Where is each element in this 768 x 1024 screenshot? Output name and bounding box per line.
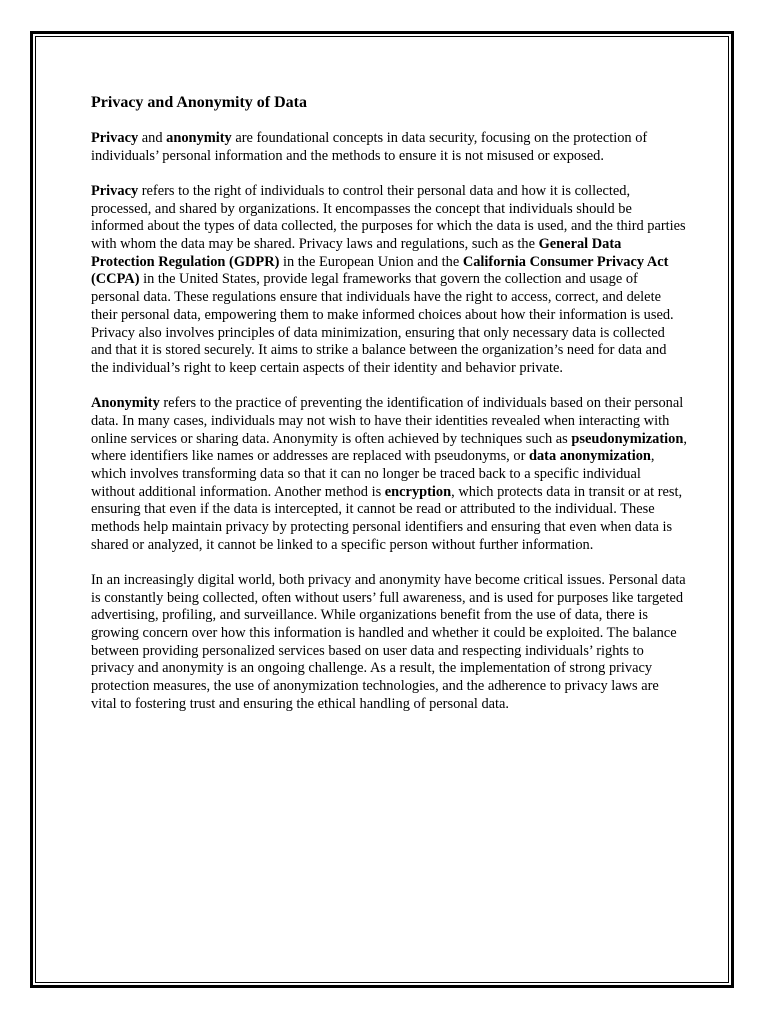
document-body — [91, 93, 687, 731]
bold-term: encryption — [384, 483, 452, 500]
text-run: in the European Union and the — [279, 253, 463, 270]
text-run: , which protects data in transit or at rest, ensuring that even if the data is intercepted, it cannot be read or attributed to the individual. These methods help maintain privacy by protecting personal identifiers and ensuring that even when data is shared or analyzed, it cannot be linked to a specific person without further information. — [91, 483, 683, 553]
bold-term: pseudonymization — [571, 430, 684, 447]
text-run: and — [138, 130, 167, 146]
text-run: refers to the right of individuals to control their personal data and how it is collected, processed, and shared by organizations. It encompasses the concept that individuals should be informed about the types of data collected, the purposes for which the data is used, and the third parties with whom the data may be shared. Privacy laws and regulations, such as the — [91, 182, 686, 253]
document-title: Privacy and Anonymity of Data — [91, 94, 307, 111]
text-run: in the United States, provide legal frameworks that govern the collection and usage of personal data. These regulations ensure that individuals have the right to access, correct, and delete their personal data, empowering them to make informed choices about how their information is used. Privacy also involves principles of data minimization, ensuring that only necessary data is collected and that it is stored securely. It aims to strike a balance between the organization’s need for data and the individual’s right to keep certain aspects of their identity and behavior private. — [91, 271, 674, 376]
text-run: , which involves transforming data so that it can no longer be traced back to a specific individual without additional information. Another method is — [91, 448, 655, 500]
bold-term: General Data Protection Regulation (GDPR) — [91, 236, 622, 270]
bold-term: data anonymization — [528, 448, 651, 465]
text-run: In an increasingly digital world, both privacy and anonymity have become critical issues. Personal data is constantly being collected, often without users’ full awareness, and is used for purposes like targeted advertising, profiling, and surveillance. While organizations benefit from the use of data, there is growing concern over how this information is handled and whether it could be exploited. The balance between providing personalized services based on user data and respecting individuals’ rights to privacy and anonymity is an ongoing challenge. As a result, the implementation of strong privacy protection measures, the use of anonymization technologies, and the adherence to privacy laws are vital to fostering trust and ensuring the ethical handling of personal data. — [91, 571, 686, 712]
conclusion-paragraph — [91, 572, 687, 714]
bold-term: Privacy — [91, 182, 139, 199]
intro-paragraph — [91, 130, 687, 165]
privacy-paragraph — [91, 183, 687, 378]
bold-term: anonymity — [166, 130, 232, 146]
bold-term: California Consumer Privacy Act (CCPA) — [91, 253, 669, 288]
bold-term: Anonymity — [91, 395, 160, 412]
text-run: , where identifiers like names or addresses are replaced with pseudonyms, or — [91, 430, 687, 465]
text-run: are foundational concepts in data security, focusing on the protection of individuals’ personal information and the methods to ensure it is not misused or exposed. — [91, 130, 648, 164]
anonymity-paragraph — [91, 395, 687, 554]
bold-term: Privacy — [91, 130, 139, 146]
text-run: refers to the practice of preventing the identification of individuals based on their personal data. In many cases, individuals may not wish to have their identities revealed when interacting with online services or sharing data. Anonymity is often achieved by techniques such as — [91, 395, 684, 447]
